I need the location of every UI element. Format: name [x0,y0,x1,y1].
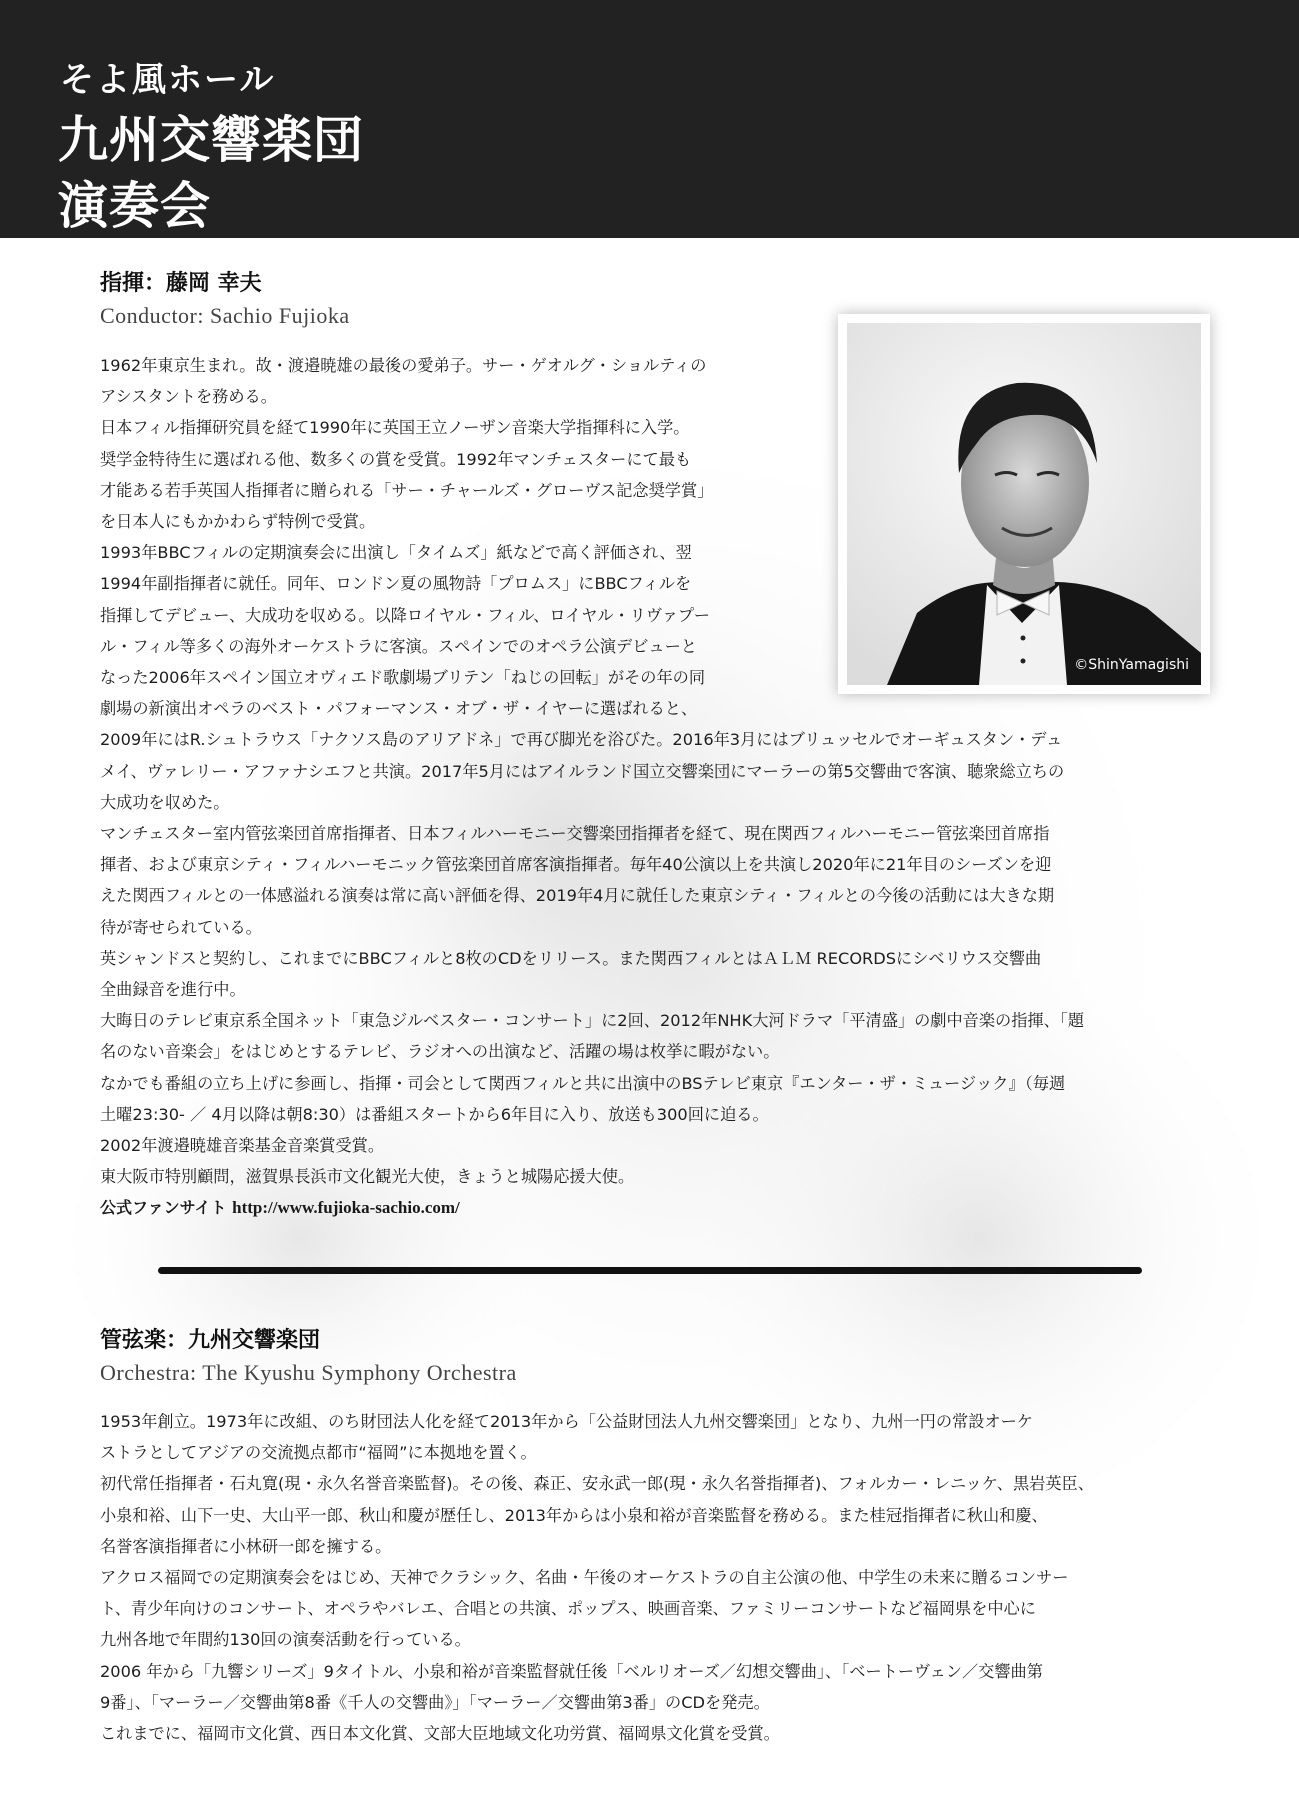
text-line: 9番」、「マーラー／交響曲第8番《千人の交響曲》」「マーラー／交響曲第3番」のCDを発売。 [100,1692,770,1712]
text-line: 名のない音楽会」をはじめとするテレビ、ラジオへの出演など、活躍の場は枚挙に暇がない。 [100,1042,780,1062]
text-line: これまでに、福岡市文化賞、西日本文化賞、文部大臣地域文化功労賞、福岡県文化賞を受賞。 [100,1724,780,1744]
fansite-label: 公式ファンサイト [100,1198,227,1218]
fansite-line [100,1192,1084,1223]
text-line: 劇場の新演出オペラのベスト・パフォーマンス・オブ・ザ・イヤーに選ばれると、 [100,699,698,719]
text-line: 全曲録音を進行中。 [100,980,246,1000]
orchestra-biography [100,1406,1094,1749]
orchestra-heading: 管弦楽：九州交響楽団 [100,1328,321,1353]
text-line: 九州各地で年間約130回の演奏活動を行っている。 [100,1630,471,1650]
text-line: 大成功を収めた。 [100,792,230,812]
text-line: 2002年渡邉暁雄音楽基金音楽賞受賞。 [100,1136,385,1156]
text-line: 日本フィル指揮研究員を経て1990年に英国王立ノーザン音楽大学指揮科に入学。 [100,418,690,438]
conductor-portrait-image [847,323,1201,685]
text-line: 1994年副指揮者に就任。同年、ロンドン夏の風物詩「プロムス」にBBCフィルを [100,574,692,594]
text-line: 才能ある若手英国人指揮者に贈られる「サー・チャールズ・グローヴス記念奨学賞」 [100,480,714,500]
text-line: 土曜23:30- ／ 4月以降は朝8:30）は番組スタートから6年目に入り、放送も300回に迫る。 [100,1104,769,1124]
conductor-subheading: Conductor: Sachio Fujioka [100,303,350,328]
event-title: 演奏会 [58,176,211,235]
photo-credit: ©ShinYamagishi [1074,657,1189,673]
text-line: メイ、ヴァレリー・アファナシエフと共演。2017年5月にはアイルランド国立交響楽団にマーラーの第5交響曲で客演、聴衆総立ちの [100,761,1065,781]
text-line: なった2006年スペイン国立オヴィエド歌劇場ブリテン「ねじの回転」がその年の同 [100,668,706,688]
text-line: 大晦日のテレビ東京系全国ネット「東急ジルベスター・コンサート」に2回、2012年NHK大河ドラマ「平清盛」の劇中音楽の指揮、「題 [100,1011,1085,1031]
text-line: 奨学金特待生に選ばれる他、数多くの賞を受賞。1992年マンチェスターにて最も [100,449,692,469]
orchestra-subheading: Orchestra: The Kyushu Symphony Orchestra [100,1360,517,1385]
text-line: を日本人にもかかわらず特例で受賞。 [100,512,376,532]
text-line: 指揮してデビュー、大成功を収める。以降ロイヤル・フィル、ロイヤル・リヴァプー [100,605,710,625]
text-line: えた関西フィルとの一体感溢れる演奏は常に高い評価を得、2019年4月に就任した東京シティ・フィルとの今後の活動には大きな期 [100,886,1055,906]
text-line: 待が寄せられている。 [100,917,262,937]
header-band [0,0,1299,238]
text-line: 東大阪市特別顧問，滋賀県長浜市文化観光大使，きょうと城陽応援大使。 [100,1167,635,1187]
text-line: 揮者、および東京シティ・フィルハーモニック管弦楽団首席客演指揮者。毎年40公演以上を共演し2020年に21年目のシーズンを迎 [100,855,1052,875]
text-line: 2009年にはR.シュトラウス「ナクソス島のアリアドネ」で再び脚光を浴びた。2016年3月にはブリュッセルでオーギュスタン・デュ [100,730,1063,750]
text-line: 2006 年から「九響シリーズ」9タイトル、小泉和裕が音楽監督就任後「ベルリオーズ／幻想交響曲」、「ベートーヴェン／交響曲第 [100,1661,1043,1681]
conductor-heading: 指揮：藤岡 幸夫 [100,271,262,296]
conductor-photo [847,323,1201,685]
venue-name: そよ風ホール [60,60,276,100]
orchestra-name: 九州交響楽団 [58,110,364,169]
orchestra-section [100,1323,1094,1749]
text-line: 1993年BBCフィルの定期演奏会に出演し「タイムズ」紙などで高く評価され、翌 [100,543,692,563]
text-line: 1962年東京生まれ。故・渡邉暁雄の最後の愛弟子。サー・ゲオルグ・ショルティの [100,356,707,375]
text-line: アシスタントを務める。 [100,387,277,407]
text-line: 名誉客演指揮者に小林研一郎を擁する。 [100,1536,392,1556]
section-divider [158,1267,1142,1274]
conductor-photo-frame [838,314,1210,694]
text-line: ストラとしてアジアの交流拠点都市“福岡”に本拠地を置く。 [100,1443,537,1463]
text-line: アクロス福岡での定期演奏会をはじめ、天神でクラシック、名曲・午後のオーケストラの自主公演の他、中学生の未来に贈るコンサー [100,1568,1069,1588]
text-line: なかでも番組の立ち上げに参画し、指揮・司会として関西フィルと共に出演中のBSテレビ東京『エンター・ザ・ミュージック』（毎週 [100,1073,1066,1093]
text-line: 小泉和裕、山下一史、大山平一郎、秋山和慶が歴任し、2013年からは小泉和裕が音楽監督を務める。また桂冠指揮者に秋山和慶、 [100,1505,1048,1525]
fansite-link[interactable]: http://www.fujioka-sachio.com/ [232,1198,460,1218]
text-line: ル・フィル等多くの海外オーケストラに客演。スペインでのオペラ公演デビューと [100,636,697,656]
text-line: マンチェスター室内管弦楽団首席指揮者、日本フィルハーモニー交響楽団指揮者を経て、現在関西フィルハーモニー管弦楽団首席指 [100,824,1050,844]
text-line: 英シャンドスと契約し、これまでにBBCフィルと8枚のCDをリリース。また関西フィルとはＡＬＭ RECORDSにシベリウス交響曲 [100,948,1042,968]
text-line: ト、青少年向けのコンサート、オペラやバレエ、合唱との共演、ポップス、映画音楽、ファミリーコンサートなど福岡県を中心に [100,1599,1036,1619]
text-line: 初代常任指揮者・石丸寛(現・永久名誉音楽監督)。その後、森正、安永武一郎(現・永久名誉指揮者)、フォルカー・レニッケ、黒岩英臣、 [100,1474,1094,1494]
text-line: 1953年創立。1973年に改組、のち財団法人化を経て2013年から「公益財団法人九州交響楽団」となり、九州一円の常設オーケ [100,1412,1033,1431]
